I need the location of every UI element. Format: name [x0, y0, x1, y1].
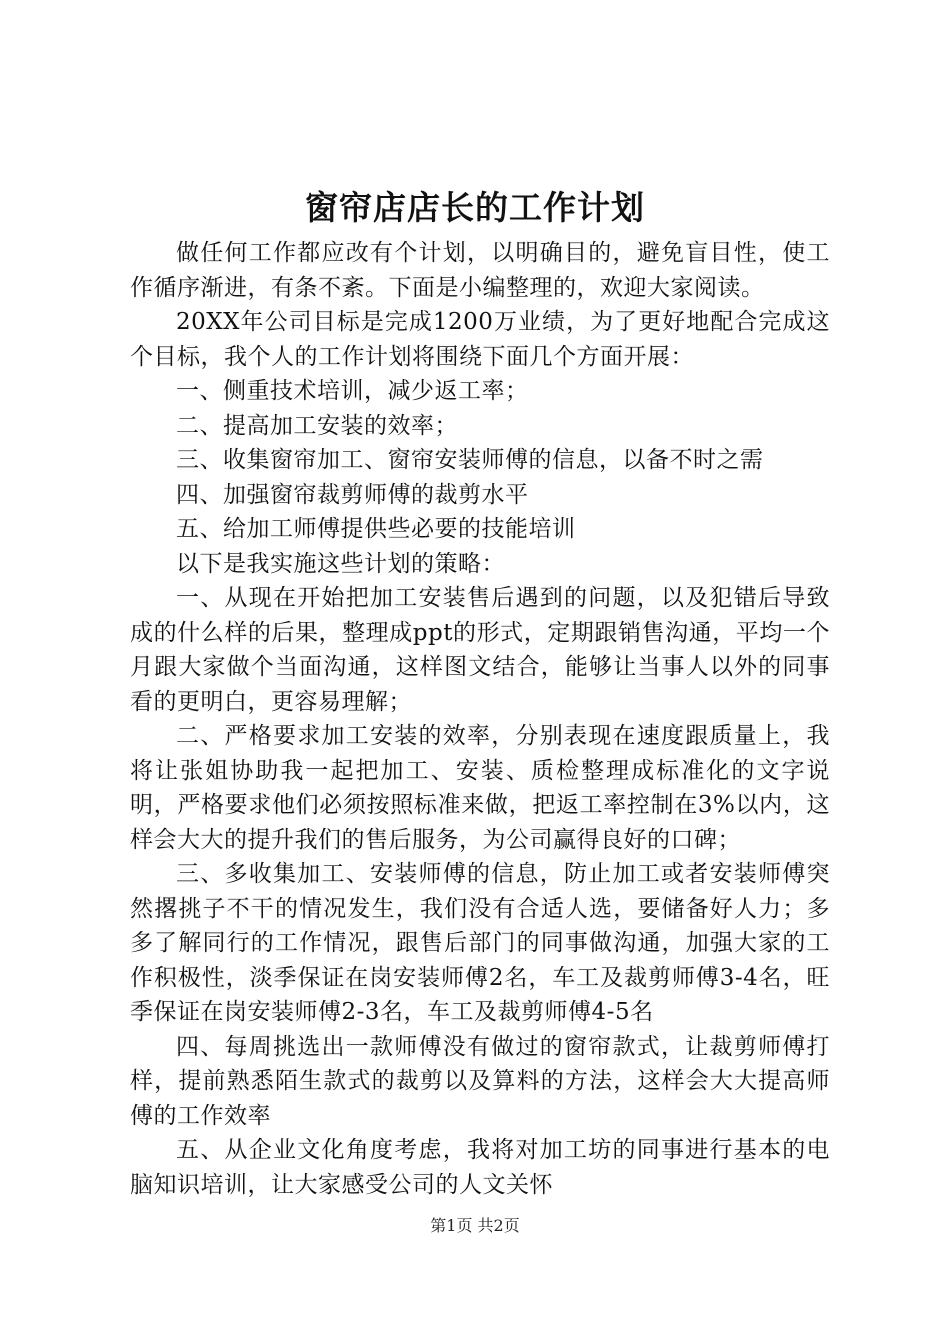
strategy-heading: 以下是我实施这些计划的策略： [176, 550, 505, 577]
plan-item-2: 二、提高加工安装的效率； [176, 412, 458, 439]
plan-item-4: 四、加强窗帘裁剪师傅的裁剪水平 [176, 481, 529, 508]
intro-paragraph: 做任何工作都应改有个计划，以明确目的，避免盲目性，使工作循序渐进，有条不紊。下面是小编整理的，欢迎大家阅读。 [130, 240, 830, 301]
plan-item-3: 三、收集窗帘加工、窗帘安装师傅的信息，以备不时之需 [176, 447, 764, 473]
strategy-item-1: 一、从现在开始把加工安装售后遇到的问题，以及犯错后导致成的什么样的后果，整理成ppt的形式，定期跟销售沟通，平均一个月跟大家做个当面沟通，这样图文结合，能够让当事人以外的同事看的更明白，更容易理解； [130, 585, 830, 715]
plan-item-5: 五、给加工师傅提供些必要的技能培训 [176, 516, 576, 542]
strategy-item-5: 五、从企业文化角度考虑，我将对加工坊的同事进行基本的电脑知识培训，让大家感受公司的人文关怀 [130, 1137, 830, 1198]
document-title: 窗帘店店长的工作计划 [305, 188, 645, 227]
plan-item-1: 一、侧重技术培训，减少返工率； [176, 378, 529, 404]
strategy-item-2: 二、严格要求加工安装的效率，分别表现在速度跟质量上，我将让张姐协助我一起把加工、安装、质检整理成标准化的文字说明，严格要求他们必须按照标准来做，把返工率控制在3%以内，这样会大大的提升我们的售后服务，为公司赢得良好的口碑； [130, 723, 830, 853]
page-footer: 第1页 共2页 [430, 1216, 520, 1235]
strategy-item-4: 四、每周挑选出一款师傅没有做过的窗帘款式，让裁剪师傅打样，提前熟悉陌生款式的裁剪以及算料的方法，这样会大大提高师傅的工作效率 [130, 1033, 830, 1129]
document-body [130, 236, 830, 1202]
strategy-item-3: 三、多收集加工、安装师傅的信息，防止加工或者安装师傅突然撂挑子不干的情况发生，我们没有合适人选，要储备好人力；多多了解同行的工作情况，跟售后部门的同事做沟通，加强大家的工作积极性，淡季保证在岗安装师傅2名，车工及裁剪师傅3-4名，旺季保证在岗安装师傅2-3名，车工及裁剪师傅4-5名 [130, 861, 830, 1025]
goal-paragraph: 20XX年公司目标是完成1200万业绩，为了更好地配合完成这个目标，我个人的工作计划将围绕下面几个方面开展： [130, 309, 830, 370]
